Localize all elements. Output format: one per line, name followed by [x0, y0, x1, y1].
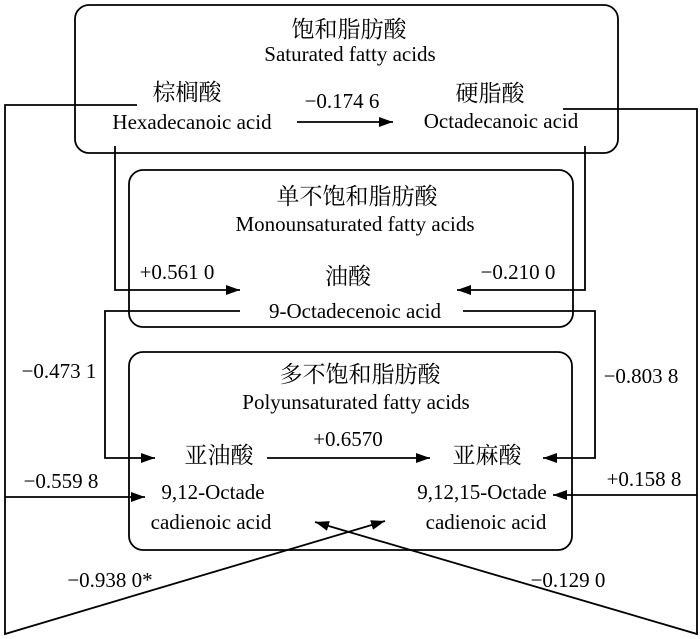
saturated-title-en: Saturated fatty acids [264, 41, 436, 66]
arrow-oleic-to-linoleic [105, 311, 240, 458]
coef-stearic-linolenic: +0.158 8 [606, 466, 682, 491]
linoleic-label-en1: 9,12-Octade [161, 479, 265, 504]
palmitic-label-zh: 棕榈酸 [152, 79, 222, 105]
coef-palmitic-linoleic: −0.559 8 [23, 468, 99, 493]
palmitic-label-en: Hexadecanoic acid [112, 109, 272, 134]
stearic-label-zh: 硬脂酸 [455, 80, 525, 106]
coef-palmitic-oleic: +0.561 0 [139, 259, 215, 284]
arrow-oleic-to-linolenic [463, 311, 595, 458]
poly-title-en: Polyunsaturated fatty acids [242, 389, 470, 414]
oleic-label-en: 9-Octadecenoic acid [269, 298, 441, 323]
linolenic-label-en1: 9,12,15-Octade [417, 479, 547, 504]
saturated-title-zh: 饱和脂肪酸 [291, 16, 407, 42]
linolenic-label-en2: cadienoic acid [425, 509, 547, 534]
coef-stearic-linoleic: −0.129 0 [530, 567, 606, 592]
linoleic-label-en2: cadienoic acid [150, 509, 272, 534]
coef-stearic-oleic: −0.210 0 [480, 259, 556, 284]
stearic-label-en: Octadecanoic acid [423, 108, 579, 133]
oleic-label-zh: 油酸 [325, 263, 371, 289]
coef-palmitic-linolenic: −0.938 0* [67, 567, 153, 592]
mono-title-en: Monounsaturated fatty acids [235, 211, 475, 236]
linolenic-label-zh: 亚麻酸 [452, 442, 522, 468]
mono-title-zh: 单不饱和脂肪酸 [276, 183, 438, 209]
poly-title-zh: 多不饱和脂肪酸 [279, 361, 441, 387]
coef-oleic-linoleic: −0.473 1 [21, 358, 97, 383]
coef-oleic-linolenic: −0.803 8 [603, 363, 679, 388]
coef-palmitic-stearic: −0.174 6 [304, 88, 380, 113]
coef-linoleic-linolenic: +0.6570 [313, 426, 383, 451]
linoleic-label-zh: 亚油酸 [184, 442, 254, 468]
